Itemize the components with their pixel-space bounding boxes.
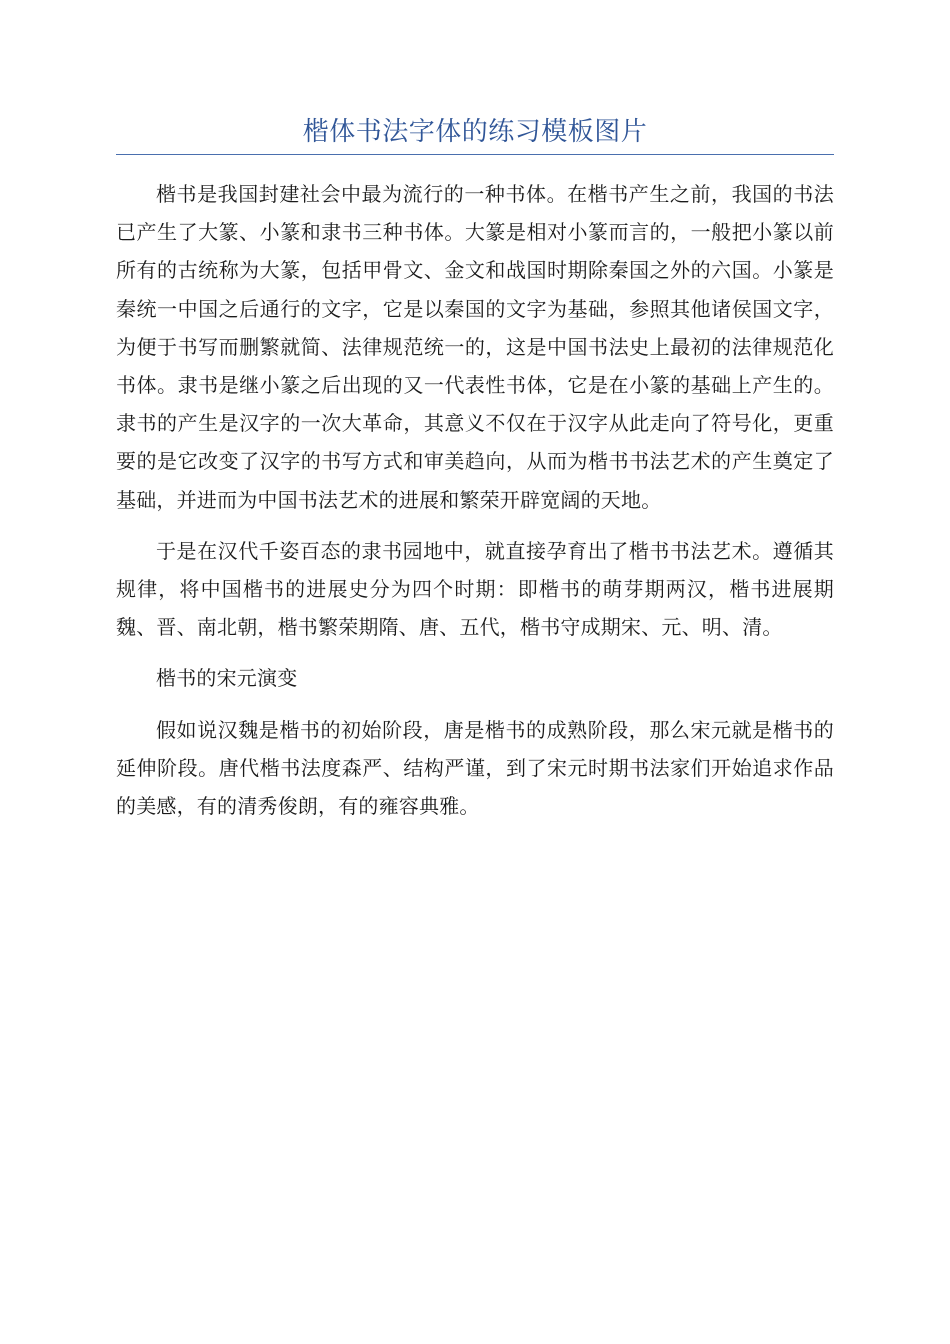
document-body xyxy=(116,175,834,838)
paragraph-song-yuan: 假如说汉魏是楷书的初始阶段，唐是楷书的成熟阶段，那么宋元就是楷书的延伸阶段。唐代楷书法度森严、结构严谨，到了宋元时期书法家们开始追求作品的美感，有的清秀俊朗，有的雍容典雅。 xyxy=(116,717,834,819)
document-title: 楷体书法字体的练习模板图片 xyxy=(302,117,648,147)
paragraph-periods: 于是在汉代千姿百态的隶书园地中，就直接孕育出了楷书书法艺术。遵循其规律，将中国楷书的进展史分为四个时期：即楷书的萌芽期两汉，楷书进展期魏、晋、南北朝，楷书繁荣期隋、唐、五代，楷书守成期宋、元、明、清。 xyxy=(116,538,834,640)
section-heading: 楷书的宋元演变 xyxy=(156,666,298,691)
paragraph-intro: 楷书是我国封建社会中最为流行的一种书体。在楷书产生之前，我国的书法已产生了大篆、小篆和隶书三种书体。大篆是相对小篆而言的，一般把小篆以前所有的古统称为大篆，包括甲骨文、金文和战国时期除秦国之外的六国。小篆是秦统一中国之后通行的文字，它是以秦国的文字为基础，参照其他诸侯国文字，为便于书写而删繁就简、法律规范统一的，这是中国书法史上最初的法律规范化书体。隶书是继小篆之后出现的又一代表性书体，它是在小篆的基础上产生的。隶书的产生是汉字的一次大革命，其意义不仅在于汉字从此走向了符号化，更重要的是它改变了汉字的书写方式和审美趋向，从而为楷书书法艺术的产生奠定了基础，并进而为中国书法艺术的进展和繁荣开辟宽阔的天地。 xyxy=(116,182,834,512)
title-block xyxy=(116,112,834,155)
